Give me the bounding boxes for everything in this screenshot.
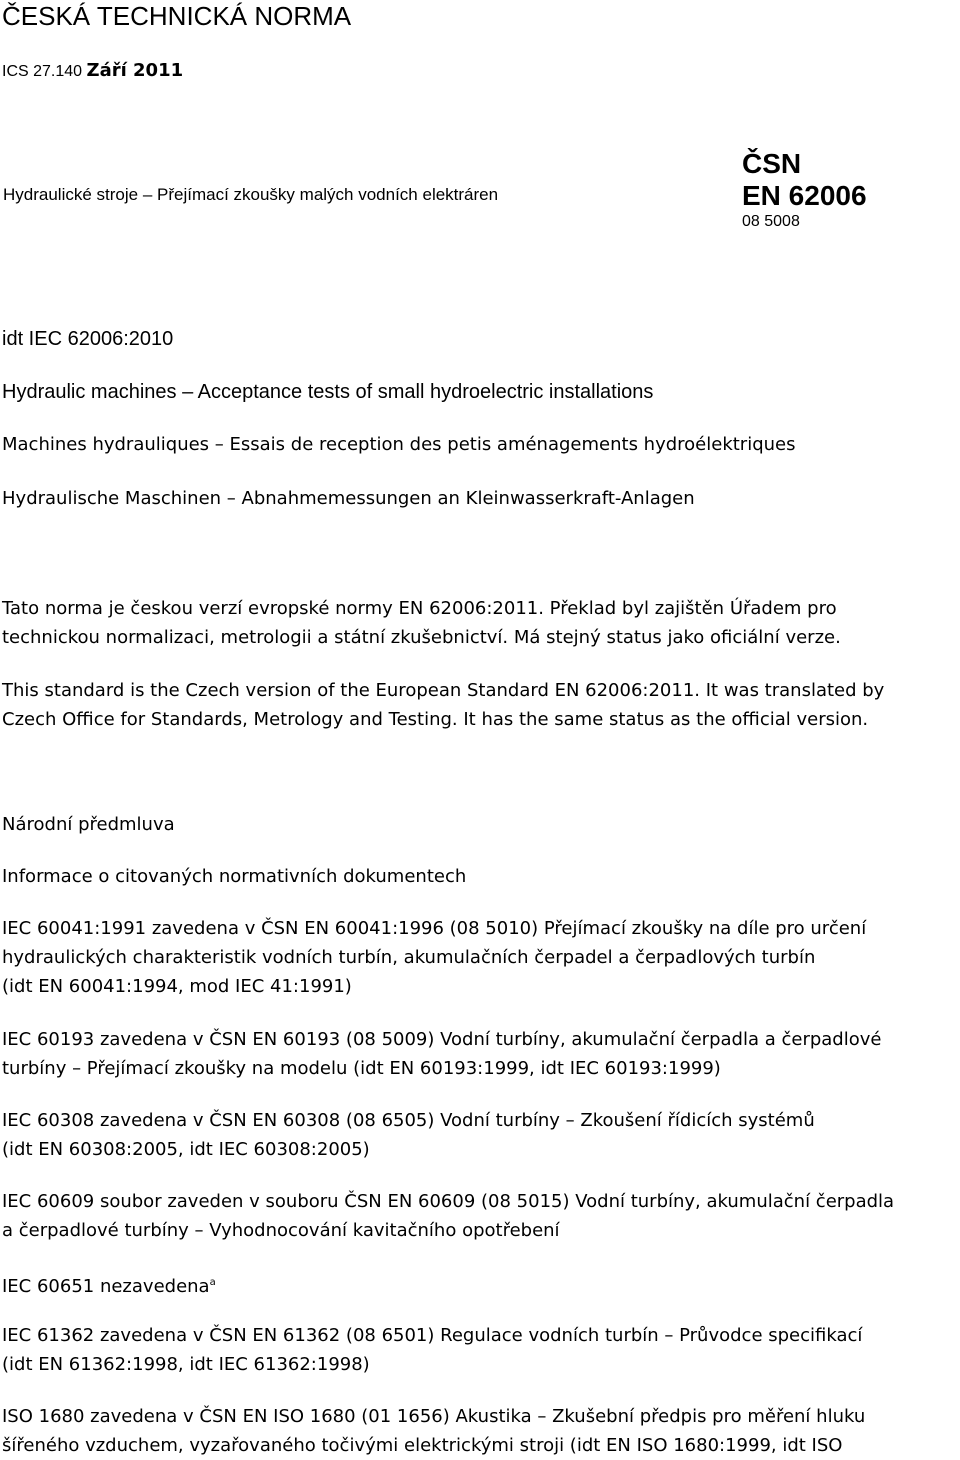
- reference-text: IEC 60651 nezavedena: [2, 1276, 210, 1297]
- foreword-heading: Národní předmluva: [2, 814, 175, 835]
- footnote-marker: a: [209, 1277, 216, 1288]
- reference-line: (idt EN 60308:2005, idt IEC 60308:2005): [2, 1139, 370, 1160]
- publication-date: Září 2011: [86, 60, 184, 81]
- title-english: Hydraulic machines – Acceptance tests of small hydroelectric installations: [2, 381, 654, 403]
- reference-line: IEC 60308 zavedena v ČSN EN 60308 (08 6505) Vodní turbíny – Zkoušení řídicích systémů: [2, 1110, 815, 1131]
- idt-reference: idt IEC 62006:2010: [2, 328, 174, 350]
- reference-line: turbíny – Přejímací zkoušky na modelu (idt EN 60193:1999, idt IEC 60193:1999): [2, 1058, 721, 1079]
- standard-designation: [742, 148, 867, 232]
- foreword-subheading: Informace o citovaných normativních dokumentech: [2, 866, 467, 887]
- notice-cz-line-1: Tato norma je českou verzí evropské normy EN 62006:2011. Překlad byl zajištěn Úřadem pro: [2, 598, 837, 619]
- classification-code: 08 5008: [742, 213, 800, 230]
- designation-en: EN 62006: [742, 180, 867, 211]
- reference-line: IEC 60041:1991 zavedena v ČSN EN 60041:1996 (08 5010) Přejímací zkoušky na díle pro určení: [2, 918, 867, 939]
- document-type-title: ČESKÁ TECHNICKÁ NORMA: [2, 1, 352, 31]
- reference-line: hydraulických charakteristik vodních turbín, akumulačních čerpadel a čerpadlových turbín: [2, 947, 816, 968]
- reference-line: IEC 60609 soubor zaveden v souboru ČSN EN 60609 (08 5015) Vodní turbíny, akumulační čerpadla: [2, 1191, 895, 1212]
- notice-en-line-2: Czech Office for Standards, Metrology and Testing. It has the same status as the official version.: [2, 709, 869, 730]
- reference-line: a čerpadlové turbíny – Vyhodnocování kavitačního opotřebení: [2, 1220, 560, 1241]
- title-french: Machines hydrauliques – Essais de reception des petis aménagements hydroélektriques: [2, 434, 796, 455]
- reference-line: IEC 61362 zavedena v ČSN EN 61362 (08 6501) Regulace vodních turbín – Průvodce specifikací: [2, 1325, 863, 1346]
- ics-code: ICS 27.140: [2, 63, 83, 80]
- reference-line: (idt EN 61362:1998, idt IEC 61362:1998): [2, 1354, 370, 1375]
- ics-line: [2, 60, 183, 83]
- reference-line: ISO 1680 zavedena v ČSN EN ISO 1680 (01 1656) Akustika – Zkušební předpis pro měření hluku: [2, 1406, 866, 1427]
- reference-line: [2, 1268, 216, 1301]
- czech-title: Hydraulické stroje – Přejímací zkoušky malých vodních elektráren: [3, 185, 499, 204]
- notice-cz-line-2: technickou normalizaci, metrologii a státní zkušebnictví. Má stejný status jako oficiální verze.: [2, 627, 841, 648]
- reference-line: IEC 60193 zavedena v ČSN EN 60193 (08 5009) Vodní turbíny, akumulační čerpadla a čerpadlové: [2, 1029, 882, 1050]
- notice-en-line-1: This standard is the Czech version of the European Standard EN 62006:2011. It was translated by: [2, 680, 885, 701]
- title-german: Hydraulische Maschinen – Abnahmemessungen an Kleinwasserkraft-Anlagen: [2, 488, 695, 509]
- reference-line: šířeného vzduchem, vyzařovaného točivými elektrickými stroji (idt EN ISO 1680:1999, idt ISO: [2, 1435, 843, 1456]
- reference-line: (idt EN 60041:1994, mod IEC 41:1991): [2, 976, 352, 997]
- designation-csn: ČSN: [742, 148, 802, 179]
